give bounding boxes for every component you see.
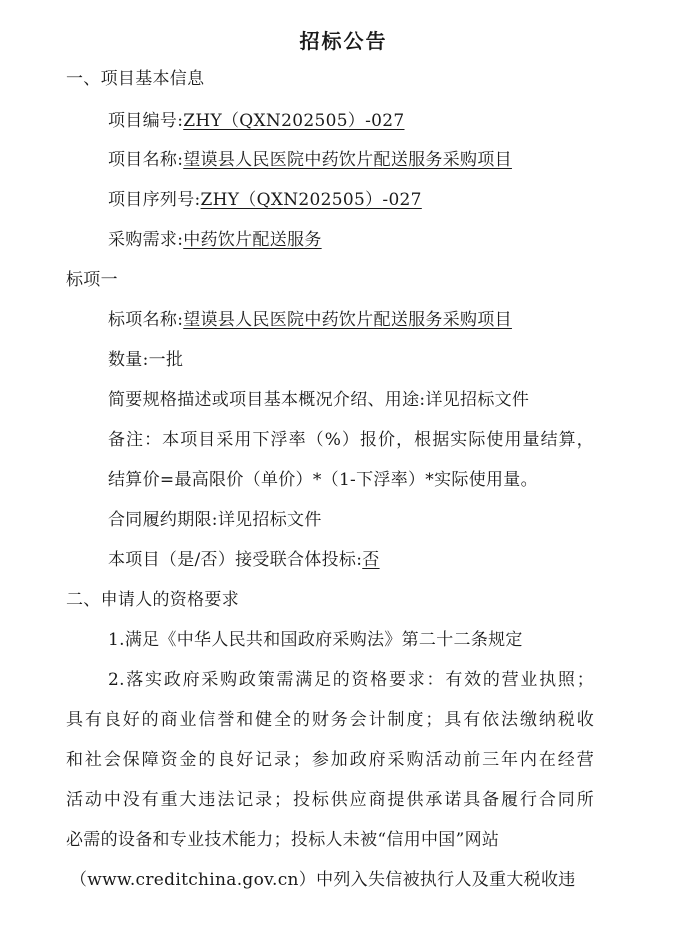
qualification-item-2-line-6: （www.creditchina.gov.cn）中列入失信被执行人及重大税收违	[70, 870, 576, 890]
note-line-2: 结算价=最高限价（单价）*（1-下浮率）*实际使用量。	[108, 470, 538, 490]
procurement-demand-row	[108, 229, 322, 251]
project-number-row	[108, 110, 405, 132]
quantity-label: 数量:	[108, 350, 149, 370]
project-serial-label: 项目序列号:	[108, 190, 201, 210]
consortium-value: 否	[362, 550, 380, 570]
qualification-item-2-line-4: 活动中没有重大违法记录；投标供应商提供承诺具备履行合同所	[66, 790, 594, 810]
qualification-item-2-line-2: 具有良好的商业信誉和健全的财务会计制度；具有依法缴纳税收	[66, 710, 594, 730]
section1-heading: 一、项目基本信息	[66, 69, 205, 89]
quantity-value: 一批	[148, 350, 184, 370]
qualification-item-2-line-1: 2.落实政府采购政策需满足的资格要求：有效的营业执照；	[108, 670, 594, 690]
qualification-item-1: 1.满足《中华人民共和国政府采购法》第二十二条规定	[108, 630, 523, 650]
spec-description: 简要规格描述或项目基本概况介绍、用途:详见招标文件	[108, 390, 530, 410]
procurement-demand-value: 中药饮片配送服务	[183, 230, 322, 250]
consortium-label: 本项目（是/否）接受联合体投标:	[108, 550, 363, 570]
contract-period: 合同履约期限:详见招标文件	[108, 510, 322, 530]
page-title: 招标公告	[299, 29, 388, 53]
project-name-row	[108, 149, 512, 171]
lot-heading: 标项一	[66, 270, 118, 290]
section2-heading: 二、申请人的资格要求	[66, 590, 239, 610]
qualification-item-2-line-3: 和社会保障资金的良好记录；参加政府采购活动前三年内在经营	[66, 750, 594, 770]
consortium-row	[108, 549, 380, 571]
lot-name-row	[108, 309, 512, 331]
lot-name-label: 标项名称:	[108, 310, 184, 330]
project-name-label: 项目名称:	[108, 150, 184, 170]
project-serial-value: ZHY（QXN202505）-027	[200, 190, 422, 210]
lot-name-value: 望谟县人民医院中药饮片配送服务采购项目	[183, 310, 512, 330]
project-name-value: 望谟县人民医院中药饮片配送服务采购项目	[183, 150, 512, 170]
project-number-label: 项目编号:	[108, 111, 184, 131]
project-serial-row	[108, 189, 422, 211]
project-number-value: ZHY（QXN202505）-027	[183, 111, 405, 131]
quantity-row	[108, 349, 183, 371]
procurement-demand-label: 采购需求:	[108, 230, 184, 250]
qualification-item-2-line-5: 必需的设备和专业技术能力；投标人未被“信用中国”网站	[66, 830, 500, 850]
note-line-1: 备注：本项目采用下浮率（%）报价，根据实际使用量结算，	[108, 430, 594, 450]
